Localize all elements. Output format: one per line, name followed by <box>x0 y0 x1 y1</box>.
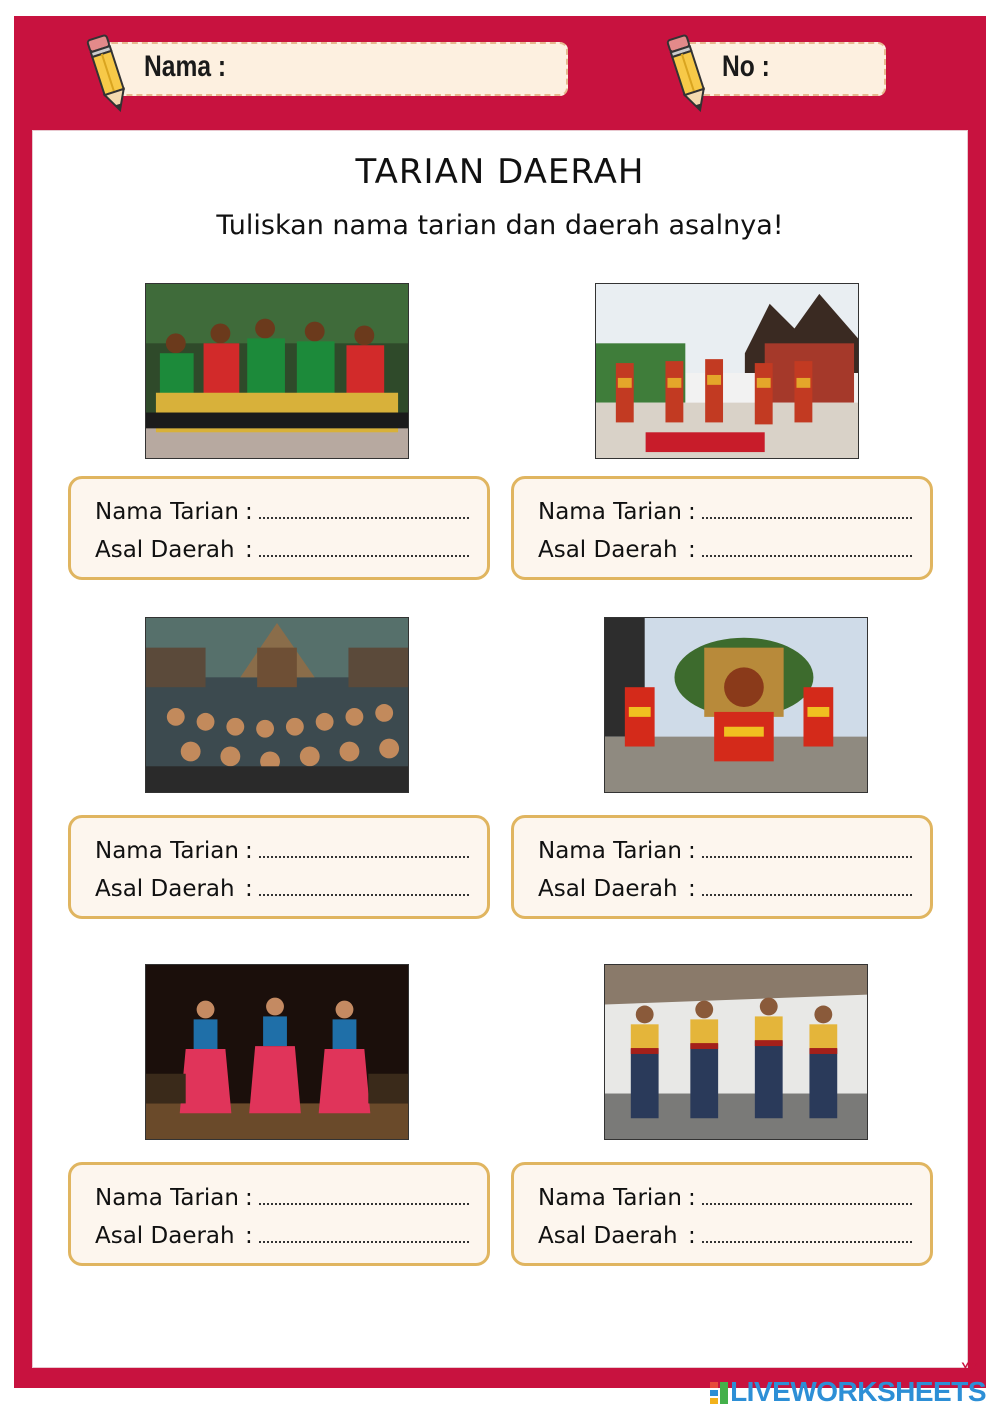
dance-photo-2 <box>595 283 859 459</box>
answer-card-5: Nama Tarian : Asal Daerah : <box>68 1162 490 1266</box>
dance-name-label: Nama Tarian <box>95 1185 239 1211</box>
worksheet-title: TARIAN DAERAH <box>355 152 645 192</box>
name-label: Nama : <box>144 50 227 83</box>
region-input[interactable] <box>259 1227 469 1243</box>
brand-name: LIVEWORKSHEETS <box>730 1376 986 1407</box>
region-input[interactable] <box>702 541 912 557</box>
name-field[interactable] <box>104 42 568 96</box>
dance-name-label: Nama Tarian <box>95 838 239 864</box>
dance-name-label: Nama Tarian <box>538 838 682 864</box>
dance-name-label: Nama Tarian <box>95 499 239 525</box>
pencil-icon <box>86 30 130 116</box>
pencil-icon <box>666 30 710 116</box>
corner-mark: YR <box>961 1360 978 1374</box>
region-input[interactable] <box>702 880 912 896</box>
region-label: Asal Daerah <box>95 537 235 563</box>
answer-card-2: Nama Tarian : Asal Daerah : <box>511 476 933 580</box>
answer-card-4: Nama Tarian : Asal Daerah : <box>511 815 933 919</box>
brand-logo[interactable] <box>710 1376 986 1408</box>
region-input[interactable] <box>702 1227 912 1243</box>
number-field[interactable] <box>682 42 886 96</box>
region-label: Asal Daerah <box>538 876 678 902</box>
dance-photo-6 <box>604 964 868 1140</box>
liveworksheets-logo-icon <box>710 1382 728 1404</box>
number-label: No : <box>722 50 770 83</box>
dance-name-input[interactable] <box>259 503 469 519</box>
region-label: Asal Daerah <box>95 876 235 902</box>
region-label: Asal Daerah <box>95 1223 235 1249</box>
dance-photo-3 <box>145 617 409 793</box>
answer-card-6: Nama Tarian : Asal Daerah : <box>511 1162 933 1266</box>
dance-name-input[interactable] <box>702 842 912 858</box>
region-input[interactable] <box>259 880 469 896</box>
dance-name-label: Nama Tarian <box>538 1185 682 1211</box>
dance-name-label: Nama Tarian <box>538 499 682 525</box>
dance-name-input[interactable] <box>702 1189 912 1205</box>
instruction-text: Tuliskan nama tarian dan daerah asalnya! <box>216 210 784 241</box>
region-input[interactable] <box>259 541 469 557</box>
answer-card-1: Nama Tarian : Asal Daerah : <box>68 476 490 580</box>
dance-photo-1 <box>145 283 409 459</box>
dance-name-input[interactable] <box>259 842 469 858</box>
region-label: Asal Daerah <box>538 537 678 563</box>
region-label: Asal Daerah <box>538 1223 678 1249</box>
dance-photo-4 <box>604 617 868 793</box>
dance-name-input[interactable] <box>259 1189 469 1205</box>
answer-card-3: Nama Tarian : Asal Daerah : <box>68 815 490 919</box>
dance-photo-5 <box>145 964 409 1140</box>
dance-name-input[interactable] <box>702 503 912 519</box>
